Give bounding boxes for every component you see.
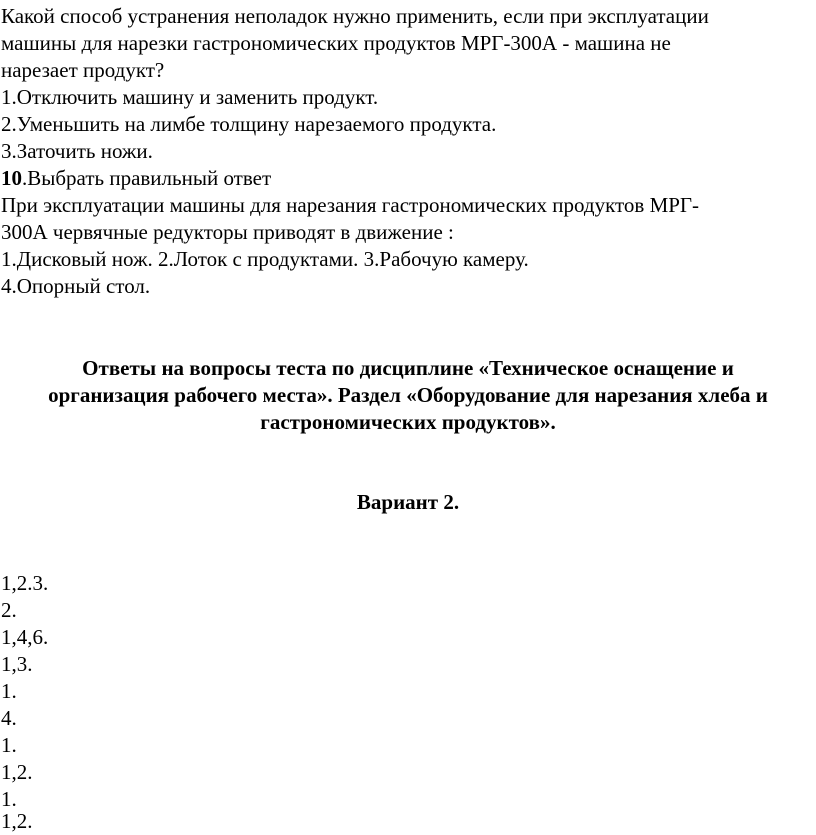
- question-9-option-2: 2.Уменьшить на лимбе толщину нарезаемого продукта.: [1, 112, 497, 136]
- question-10-options-line-2: 4.Опорный стол.: [1, 274, 151, 298]
- question-9-text-line-1: Какой способ устранения неполадок нужно применить, если при эксплуатации: [1, 4, 709, 28]
- question-10-text-line-2: 300А червячные редукторы приводят в движение :: [1, 220, 454, 244]
- answers-heading-line-2: организация рабочего места». Раздел «Оборудование для нарезания хлеба и: [48, 383, 768, 407]
- question-10-instruction: .Выбрать правильный ответ: [22, 166, 272, 190]
- answer-item: 4.: [1, 706, 17, 730]
- answer-item: 1.: [1, 733, 17, 757]
- answers-heading-line-3: гастрономических продуктов».: [260, 410, 556, 434]
- question-10-text-line-1: При эксплуатации машины для нарезания гастрономических продуктов МРГ-: [1, 193, 700, 217]
- answer-item: 1,2.: [1, 809, 33, 833]
- answer-item: 1,4,6.: [1, 625, 49, 649]
- answer-item: 1,2.3.: [1, 571, 49, 595]
- question-10-options-line-1: 1.Дисковый нож. 2.Лоток с продуктами. 3.Рабочую камеру.: [1, 247, 529, 271]
- question-10-header: [1, 165, 271, 192]
- variant-title: Вариант 2.: [356, 490, 460, 514]
- answer-item: 2.: [1, 598, 17, 622]
- answers-heading-line-1: Ответы на вопросы теста по дисциплине «Техническое оснащение и: [82, 356, 734, 380]
- question-10-number: 10: [1, 166, 22, 190]
- answer-item: 1,2.: [1, 760, 33, 784]
- answer-item: 1.: [1, 787, 17, 811]
- question-9-option-1: 1.Отключить машину и заменить продукт.: [1, 85, 379, 109]
- question-9-text-line-3: нарезает продукт?: [1, 58, 165, 82]
- answer-item: 1,3.: [1, 652, 33, 676]
- question-9-option-3: 3.Заточить ножи.: [1, 139, 153, 163]
- question-9-text-line-2: машины для нарезки гастрономических продуктов МРГ-300А - машина не: [1, 31, 671, 55]
- answer-item: 1.: [1, 679, 17, 703]
